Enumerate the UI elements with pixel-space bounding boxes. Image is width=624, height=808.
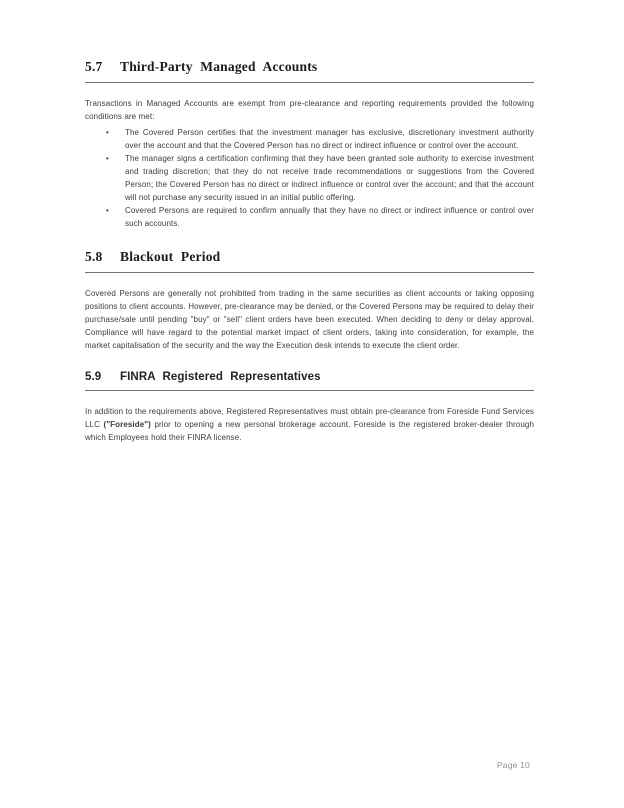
section-number: 5.7 xyxy=(85,59,103,74)
bullet-item: • The manager signs a certification confirming that they have been granted sole authority to exercise investment and trading discretion; that they do not receive trade recommendations or suggestions from the Covered Person; the Covered Person has no direct or indirect influence or control over the account; and that the account will not purchase any security issued in an initial public offering. xyxy=(85,152,534,204)
page-number: Page 10 xyxy=(496,760,530,770)
section-number: 5.9 xyxy=(85,371,102,383)
bullet-list xyxy=(85,126,534,230)
section-heading xyxy=(85,59,534,83)
section-body-paragraph xyxy=(85,405,534,444)
section-5-8 xyxy=(85,249,534,352)
body-text: In addition to the requirements above, Registered Representatives must obtain pre-clearance from Foreside Fund Services LLC xyxy=(85,407,534,429)
page-content xyxy=(85,59,534,444)
section-5-7 xyxy=(85,59,534,230)
section-intro-paragraph: Transactions in Managed Accounts are exempt from pre-clearance and reporting requirements provided the following conditions are met: xyxy=(85,99,534,121)
section-heading xyxy=(85,249,534,273)
bullet-item: • Covered Persons are required to confirm annually that they have no direct or indirect influence or control over such accounts. xyxy=(85,204,534,230)
defined-term-bold: ("Foreside") xyxy=(103,420,151,429)
section-title: FINRA Registered Representatives xyxy=(120,371,321,383)
section-title: Blackout Period xyxy=(120,249,221,264)
section-title: Third-Party Managed Accounts xyxy=(120,59,318,74)
section-number: 5.8 xyxy=(85,249,103,264)
section-heading xyxy=(85,371,534,391)
body-text: prior to opening a new personal brokerage account. Foreside is the registered broker-dealer through which Employees hold their FINRA license. xyxy=(85,420,534,442)
bullet-item: • The Covered Person certifies that the investment manager has exclusive, discretionary investment authority over the account and that the Covered Person has no direct or indirect influence or control over the account. xyxy=(85,126,534,152)
section-body-paragraph: Covered Persons are generally not prohibited from trading in the same securities as client accounts or taking opposing positions to client accounts. However, pre-clearance may be denied, or the Covered Persons may be required to delay their purchase/sale until pending "buy" or "sell" client orders have been executed. When deciding to deny or delay approval, Compliance will have regard to the potential market impact of client orders, taking into consideration, for example, the market capitalisation of the security and the way the Execution desk intends to execute the client order. xyxy=(85,289,534,350)
section-5-9 xyxy=(85,371,534,444)
